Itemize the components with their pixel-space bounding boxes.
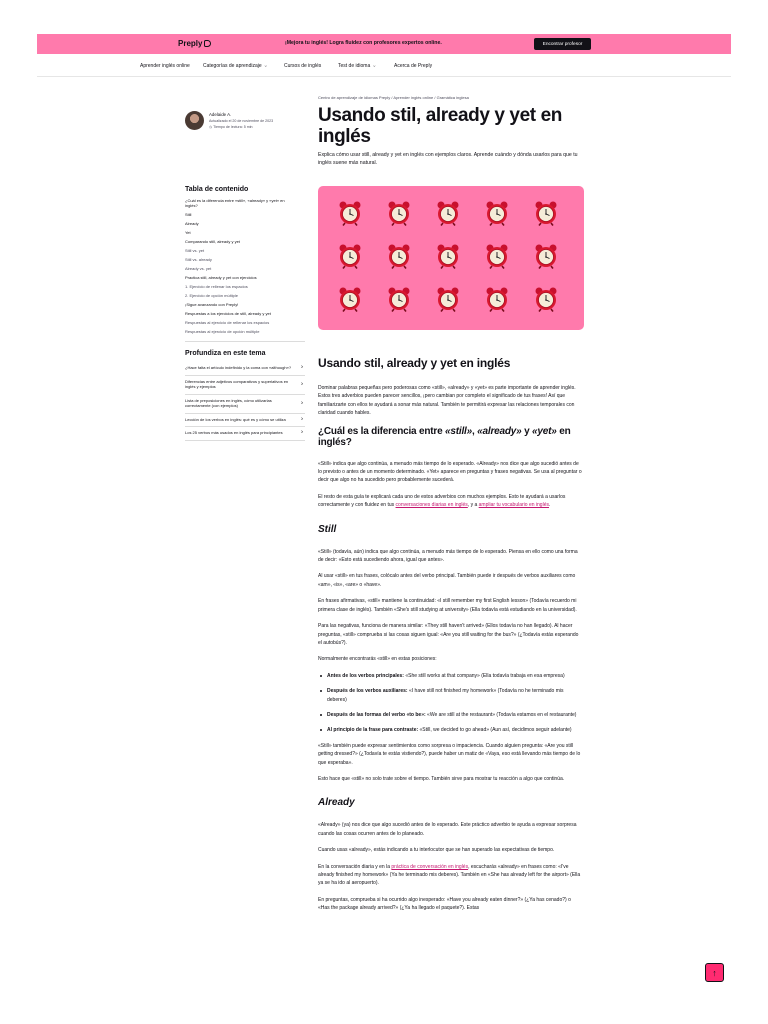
conversations-link[interactable]: conversaciones diarias en inglés bbox=[395, 502, 468, 509]
heading-text: , bbox=[471, 425, 478, 437]
section-heading-difference bbox=[318, 426, 583, 448]
chevron-down-icon: ⌄ bbox=[372, 63, 377, 69]
related-article-title: Lista de preposiciones en inglés, cómo utilizarlas correctamente (con ejemplos) bbox=[185, 397, 272, 408]
article-paragraph: Al usar «still» en tus frases, colócalo antes del verbo principal. También puede ir después de verbos auxiliares como «am», «is», «are» o «have». bbox=[318, 573, 576, 588]
alarm-clock-icon bbox=[485, 200, 509, 226]
breadcrumb-link[interactable]: Centro de aprendizaje de idiomas Preply bbox=[318, 95, 391, 100]
related-article-link[interactable] bbox=[185, 427, 305, 441]
toc-item[interactable]: Respuestas a los ejercicios de still, already y yet bbox=[185, 311, 271, 316]
list-item bbox=[318, 726, 583, 734]
nav-label: Cursos de inglés bbox=[284, 63, 322, 69]
article-paragraph bbox=[318, 863, 583, 888]
paragraph-text: , y a bbox=[467, 502, 479, 509]
list-item-text: «We are still at the restaurant» (Todavía estamos en el restaurante) bbox=[425, 711, 577, 718]
logo-text: Preply bbox=[178, 39, 203, 48]
article-paragraph: «Still» indica que algo continúa, a menudo más tiempo de lo esperado. «Already» nos dice que algo sucedió antes de lo previsto o antes de un momento determinado. «Yet» aparece en preguntas y frases negativas. Se usa al preguntar o decir que algo no ha sucedido pero probablemente sucederá. bbox=[318, 460, 582, 484]
article-paragraph bbox=[318, 493, 583, 510]
toc-item[interactable]: ¿Cuál es la diferencia entre «still», «already» y «yet» en inglés? bbox=[185, 198, 285, 208]
alarm-clock-icon bbox=[485, 286, 509, 312]
article-paragraph: Normalmente encontrarás «still» en estas posiciones: bbox=[318, 656, 437, 663]
alarm-clock-icon bbox=[436, 243, 460, 269]
list-item-text: «I have still not finished my homework» (Todavía no he terminado mis deberes) bbox=[327, 688, 564, 703]
related-article-title: Lección de los verbos en inglés: qué es y cómo se utiliza bbox=[185, 416, 286, 422]
section-heading-still: Still bbox=[318, 523, 337, 535]
list-item bbox=[318, 711, 583, 719]
vocabulary-link[interactable]: ampliar tu vocabulario en inglés bbox=[478, 502, 549, 509]
related-article-title: ¿Hace falta el artículo indefinido y la coma con «although»? bbox=[185, 365, 292, 370]
paragraph-text: El resto de esta guía te explicará cada uno de estos adverbios con muchos ejemplos. Esto te ayudará a usarlos correctamente y con fluidez en tus bbox=[318, 493, 566, 509]
chevron-right-icon: › bbox=[301, 399, 303, 406]
list-item-label: Al principio de la frase para contraste: bbox=[327, 727, 419, 734]
banner-text: ¡Mejora tu inglés! Logra fluidez con profesores expertos online. bbox=[285, 40, 442, 46]
alarm-clock-icon bbox=[534, 200, 558, 226]
table-of-contents bbox=[185, 198, 285, 338]
related-article-title: Diferencias entre adjetivos comparativos y superlativos en inglés y ejemplos bbox=[185, 378, 289, 389]
read-time-text: Tiempo de lectura: 5 min bbox=[213, 125, 253, 129]
breadcrumb-separator: / bbox=[434, 95, 437, 100]
related-article-title: Los 25 verbos más usados en inglés para principiantes bbox=[185, 430, 283, 435]
section-heading-already: Already bbox=[318, 797, 355, 809]
alarm-clock-icon bbox=[436, 286, 460, 312]
toc-item[interactable]: Still bbox=[185, 212, 192, 217]
related-list bbox=[185, 362, 305, 441]
related-article-link[interactable] bbox=[185, 395, 305, 414]
alarm-clock-icon bbox=[485, 243, 509, 269]
logo-mark-icon bbox=[204, 40, 211, 47]
alarm-clock-icon bbox=[436, 200, 460, 226]
article-paragraph: En preguntas, comprueba si ha ocurrido algo inesperado: «Have you already eaten dinner?» (¿Ya has cenado?) o «Has the package already arrived?» (¿Ya ha llegado el paquete?). Estas bbox=[318, 896, 571, 912]
read-time bbox=[209, 125, 273, 129]
heading-text: y bbox=[521, 425, 533, 437]
nav-item-learn-english-online[interactable] bbox=[140, 63, 190, 69]
toc-item[interactable]: Still vs. already bbox=[185, 257, 212, 262]
alarm-clock-icon bbox=[534, 286, 558, 312]
breadcrumb-separator: / bbox=[391, 95, 394, 100]
heading-text: en inglés? bbox=[318, 425, 571, 448]
divider bbox=[185, 341, 305, 342]
related-article-link[interactable] bbox=[185, 376, 305, 395]
heading-term: «yet» bbox=[532, 425, 557, 437]
toc-item[interactable]: Comparando still, already y yet bbox=[185, 239, 240, 244]
alarm-clock-icon bbox=[387, 243, 411, 269]
heading-term: «still» bbox=[445, 425, 472, 437]
toc-item[interactable]: 2. Ejercicio de opción múltiple bbox=[185, 293, 238, 298]
page-title: Usando stil, already y yet en inglés bbox=[318, 105, 562, 147]
article-heading: Usando stil, already y yet en inglés bbox=[318, 356, 511, 370]
toc-item[interactable]: Already bbox=[185, 221, 199, 226]
toc-title: Tabla de contenido bbox=[185, 186, 249, 193]
list-item-text: «Still, we decided to go ahead» (Aun así, decidimos seguir adelante) bbox=[418, 727, 572, 734]
article-paragraph: En frases afirmativas, «still» mantiene la continuidad: «I still remember my first English lesson» (Todavía recuerdo mi primera clase de inglés). También «She's still studying at university» (Ella todavía está estudiando en la universidad). bbox=[318, 598, 577, 613]
toc-item[interactable]: Respuestas al ejercicio de opción múltiple bbox=[185, 329, 260, 334]
scroll-to-top-button[interactable] bbox=[705, 963, 724, 982]
page-subtitle: Explica cómo usar still, already y yet en inglés con ejemplos claros. Aprende cuándo y dónda usarlos para que tu inglés suene más natural. bbox=[318, 152, 578, 166]
nav-item-about-preply[interactable] bbox=[394, 63, 432, 69]
paragraph-text: . bbox=[548, 502, 551, 509]
article-paragraph: Esto hace que «still» no solo trate sobre el tiempo. También sirve para mostrar tu reacción a algo que continúa. bbox=[318, 775, 565, 782]
related-title: Profundiza en este tema bbox=[185, 350, 266, 357]
paragraph-text: En la conversación diaria y en la bbox=[318, 863, 392, 870]
chevron-right-icon: › bbox=[301, 429, 303, 436]
alarm-clock-icon bbox=[338, 200, 362, 226]
preply-logo[interactable] bbox=[178, 39, 211, 48]
hero-image-alarm-clocks bbox=[318, 186, 584, 330]
toc-item[interactable]: Yet bbox=[185, 230, 191, 235]
toc-item[interactable]: Practica still, already y yet con ejercicios bbox=[185, 275, 257, 280]
breadcrumb-link[interactable]: Gramática inglesa bbox=[436, 95, 469, 100]
avatar[interactable] bbox=[185, 111, 204, 130]
nav-label: Aprender inglés online bbox=[140, 63, 190, 69]
positions-list bbox=[318, 672, 583, 735]
nav-label: Test de idioma bbox=[338, 63, 371, 69]
related-article-link[interactable] bbox=[185, 414, 305, 428]
promo-banner bbox=[37, 34, 731, 54]
updated-date: Actualizado el 20 de noviembre de 2023 bbox=[209, 119, 274, 123]
list-item bbox=[318, 672, 583, 680]
list-item-label: Después de los verbos auxiliares: bbox=[327, 688, 408, 695]
list-item-label: Antes de los verbos principales: bbox=[327, 672, 404, 679]
article-paragraph: Dominar palabras pequeñas pero poderosas como «still», «already» y «yet» es parte importante de aprender inglés. Estos tres adverbios pueden parecer sencillos, ¡pero cambian por completo el significado de tus frases! Así que familiarizarte con ellos te ayudará a sonar más natural. También te permitirá expresar las relaciones temporales con claridad cuando hables. bbox=[318, 385, 576, 417]
heading-term: «already» bbox=[477, 425, 522, 437]
main-nav bbox=[37, 54, 731, 77]
heading-text: ¿Cuál es la diferencia entre bbox=[318, 425, 446, 437]
paragraph-text: , escucharás «already» en frases como: «I've already finished my homework» (Ya he terminado mis deberes). También en «She has already left for the airport» (Ella ya se ha ido al aeropuerto). bbox=[318, 863, 581, 887]
breadcrumb bbox=[318, 95, 469, 100]
article-paragraph: Para las negativas, funciona de manera similar: «They still haven't arrived» (Ellos todavía no han llegado). Al hacer preguntas, «still» comprueba si las cosas siguen igual: «Are you still waiting for the bus?» (¿Todavía estás esperando el autobús?). bbox=[318, 623, 579, 646]
find-tutor-button[interactable]: Encontrar profesor bbox=[534, 38, 591, 50]
list-item-text: «She still works at that company» (Ella todavía trabaja en esa empresa) bbox=[403, 672, 565, 679]
chevron-right-icon: › bbox=[301, 416, 303, 422]
alarm-clock-icon bbox=[338, 286, 362, 312]
author-block bbox=[185, 111, 273, 130]
alarm-clock-icon bbox=[387, 200, 411, 226]
chevron-right-icon: › bbox=[301, 364, 303, 371]
article-body bbox=[318, 356, 583, 921]
chevron-down-icon: ⌄ bbox=[263, 63, 268, 69]
alarm-clock-icon bbox=[338, 243, 362, 269]
list-item-label: Después de las formas del verbo «to be»: bbox=[327, 711, 426, 718]
nav-item-english-courses[interactable] bbox=[284, 63, 321, 69]
article-paragraph: «Already» (ya) nos dice que algo sucedió antes de lo esperado. Este práctico adverbio te ayuda a expresar sorpresa cuando las cosas ocurren antes de lo planeado. bbox=[318, 822, 577, 837]
nav-label: Categorías de aprendizaje bbox=[203, 63, 262, 69]
toc-item[interactable]: Already vs. yet bbox=[185, 266, 212, 271]
article-paragraph: «Still» (todavía, aún) indica que algo continúa, a menudo más tiempo de lo esperado. Piensa en ello como una forma de decir: «Esto está sucediendo ahora, igual que antes». bbox=[318, 548, 578, 564]
toc-item[interactable]: ¡Sigue avanzando con Preply! bbox=[185, 302, 239, 307]
list-item bbox=[318, 687, 583, 704]
toc-item[interactable]: Still vs. yet bbox=[185, 248, 205, 253]
article-paragraph: «Still» también puede expresar sentimientos como sorpresa o impaciencia. Cuando alguien pregunta: «Are you still getting dressed?» (¿Todavía te estás vistiendo?), puede haber un matiz de «Vaya, eso está llevando más tiempo de lo que esperaba». bbox=[318, 742, 581, 766]
toc-item[interactable]: 1. Ejercicio de rellenar los espacios bbox=[185, 284, 248, 289]
nav-item-language-test[interactable] bbox=[338, 63, 376, 69]
clock-icon: ◷ bbox=[209, 125, 214, 129]
conversation-practice-link[interactable]: práctica de conversación en inglés bbox=[391, 863, 469, 870]
author-name[interactable]: Adelaide A. bbox=[209, 112, 232, 117]
nav-item-learning-categories[interactable] bbox=[203, 63, 268, 69]
arrow-up-icon: ↑ bbox=[712, 967, 717, 978]
chevron-right-icon: › bbox=[301, 380, 303, 387]
breadcrumb-link[interactable]: Aprender inglés online bbox=[393, 95, 434, 100]
alarm-clock-icon bbox=[387, 286, 411, 312]
alarm-clock-icon bbox=[534, 243, 558, 269]
toc-item[interactable]: Respuestas al ejercicio de rellenar los espacios bbox=[185, 320, 270, 325]
nav-label: Acerca de Preply bbox=[394, 63, 433, 69]
related-article-link[interactable] bbox=[185, 362, 305, 376]
article-paragraph: Cuando usas «already», estás indicando a tu interlocutor que se han superado las expectativas de tiempo. bbox=[318, 847, 555, 854]
